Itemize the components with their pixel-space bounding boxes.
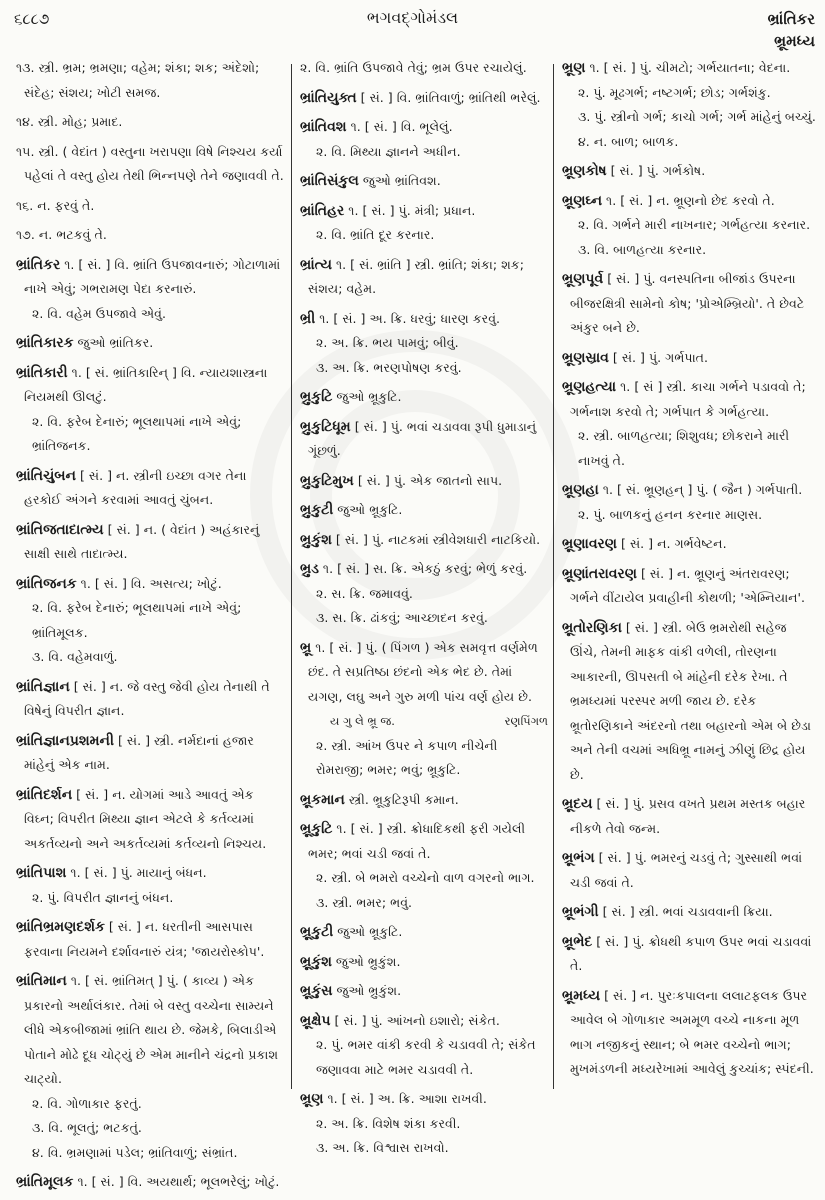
headword: ભ્રૂણ: [562, 60, 586, 76]
dictionary-entry: [16, 331, 284, 356]
entry-first-line: [16, 194, 284, 219]
definition-text: [ સં. ] ન. ધરતીની આસપાસ ફરવાના નિયમને દર્શાવનારું યંત્ર; 'જાયરોસ્કોપ'.: [24, 919, 265, 959]
sense-line: ૨. અ. ક્રિ. ભય પામવું; બીવું.: [316, 335, 459, 350]
sense-line: ૩. વિ. ભૂલતું; ભટકતું.: [32, 1120, 142, 1135]
headword: ભ્રૂણપૂર્વ: [562, 271, 604, 287]
headword: ભ્રાંતિપાશ: [16, 865, 67, 881]
sense-line: ૨. વિ. ફરેબ દેનારું; ભૂલથાપમાં નાખે એવું; ભ્રાંતિમૂલક.: [32, 600, 242, 640]
definition-text: ૧. [ સં. ભ્રૂણહન્ ] પું. ( જૈન ) ગર્ભપાતી.: [602, 482, 803, 497]
definition-text: [ સં. ] સ્ત્રી. ભવાં ચડાવવાની ક્રિયા.: [602, 904, 773, 919]
headword: ભ્રૂણઘ્ન: [562, 192, 603, 209]
dictionary-entry: [16, 110, 284, 135]
entry-first-line: [562, 930, 816, 979]
entry-first-line: [300, 385, 548, 410]
definition-text: ૧. [ સં. ] અ. ક્રિ. આશા રાખવી.: [327, 1091, 487, 1106]
dictionary-entry: [562, 846, 816, 895]
entry-first-line: [562, 846, 816, 895]
entry-first-line: [562, 189, 816, 214]
definition-text: ૧. [ સં. ] વિ. ભ્રાંતિ ઉપજાવનારું; ગોટાળામાં નાખે એવું; ગભરામણ પેદા કરનારું.: [24, 256, 281, 296]
headword: ભ્રાંતિભ્રમણદર્શક: [16, 919, 105, 935]
definition-text: ૨. વિ. ભ્રાંતિ ઉપજાવે તેવું; ભ્રમ ઉપર રચાયેલું.: [300, 60, 527, 75]
definition-text: જુઓ ભ્રુકુંશ.: [336, 983, 402, 998]
definition-text: ૧૪. સ્ત્રી. મોહ; પ્રમાદ.: [16, 114, 123, 129]
quotation: [308, 709, 548, 734]
quote-source: રણપિંગળ: [504, 714, 548, 728]
entry-first-line: [16, 729, 284, 778]
headword: ભ્રૂભેદ: [562, 933, 593, 950]
sense-line: ૨. અ. ક્રિ. વિશેષ શંકા કરવી.: [316, 1115, 461, 1131]
sense-line: ૨. વિ. ગોળાકાર ફરતું.: [32, 1095, 142, 1111]
entry-first-line: [16, 361, 284, 410]
definition-text: [ સં. ] પું. ગર્ભપાત.: [612, 349, 709, 365]
book-title: ભગવદ્ગોમંડલ: [366, 8, 459, 27]
headword: ભ્રૂભંગ: [562, 850, 595, 866]
entry-first-line: [300, 557, 548, 582]
dictionary-entry: [16, 572, 284, 670]
dictionary-entry: [16, 861, 284, 910]
dictionary-entry: [562, 930, 816, 979]
page-number: ૬૮૮૭: [14, 10, 50, 28]
entry-first-line: [562, 616, 816, 788]
headword: ભ્રૂકુંશ: [300, 953, 332, 970]
definition-text: [ સં. ] ન. યોગમાં આડે આવતું એક વિઘ્ન; વિપરીત મિથ્યા જ્ઞાન એટલે કે કર્તવ્યમાં અકર્તવ્યનો અને અકર્તવ્યમાં કર્તવ્યનો નિશ્ચય.: [24, 786, 267, 851]
definition-text: ૧. [ સં. ] પું. મંત્રી; પ્રધાન.: [348, 202, 476, 218]
sense-line: ૨. સ્ત્રી. બે ભમરો વચ્ચેનો વાળ વગરનો ભાગ.: [316, 870, 535, 885]
dictionary-entry: [300, 979, 548, 1004]
sense-line: ૪. વિ. ભ્રમણામાં પડેલ; ભ્રાંતિવાળું; સંભ્રાંત.: [32, 1144, 238, 1160]
headword: ભ્રાંતિચુંબન: [16, 467, 76, 484]
definition-text: જુઓ ભ્રુકુંશ.: [335, 953, 401, 969]
entry-first-line: [16, 1170, 284, 1195]
dictionary-entry: [300, 385, 548, 410]
entry-first-line: [300, 1009, 548, 1034]
dictionary-entry: [16, 915, 284, 964]
definition-text: [ સં. ] સ્ત્રી. બેઉ ભ્રમરોથી સહેજ ઊંચે, તેમની માફક વાંકી વળેલી, તોરણના આકારની, ઊપસતી બે માંહેની દરેક રેખા. તે ભ્રમધ્યમાં પરસ્પર મળી જાય છે. દરેક ભ્રૂતોરણિકાને અંદરનો તથા બહારનો એમ બે છેડા અને તેની વચમાં અધિભ્રૂ નામનું ઝીણું છિદ્ર હોય છે.: [570, 619, 811, 782]
entry-first-line: [300, 528, 548, 553]
definition-text: [ સં. ] ન. પુરઃકપાલના લલાટફલક ઉપર આવેલ બે ગોળાકાર અમમૂળ વચ્ચે નાકના મૂળ ભાગ નજીકનું સ્થાન; બે ભમર વચ્ચેનો ભાગ; મુખમંડળની મધ્યરેખામાં આવેલું કુચ્ચાંક; સ્પંદની.: [570, 987, 814, 1076]
dictionary-entry: [16, 56, 284, 105]
entry-first-line: [300, 498, 548, 523]
dictionary-entry: [300, 636, 548, 783]
sense-line: ૨. પું. મૂઢગર્ભ; નષ્ટગર્ભ; છોડ; ગર્ભશંકુ.: [578, 84, 771, 100]
definition-text: [ સં. ] વિ. ભ્રાંતિવાળું; ભ્રાંતિથી ભરેલું.: [360, 89, 541, 105]
sense-line: ૩. પું. સ્ત્રીનો ગર્ભ; કાચો ગર્ભ; ગર્ભ માંહેનું બચ્ચું.: [578, 109, 816, 124]
headword: ભ્રાંતિદર્શન: [16, 786, 73, 803]
headword: ભ્રાંતિસંકુલ: [300, 173, 359, 189]
dictionary-entry: [300, 1087, 548, 1161]
headword: ભ્રૂ: [300, 639, 312, 656]
headword: ભ્રાંતિમાન: [16, 973, 67, 989]
headword: ભ્રાંતિકારક: [16, 335, 74, 351]
headword: ભ્રૂણાવરણ: [562, 536, 618, 552]
entry-first-line: [300, 415, 548, 464]
definition-text: ૧. [ સં. ] સ્ત્રી. ક્રોધાદિકથી ફરી ગયેલી ભમર; ભવાં ચડી જવાં તે.: [308, 821, 526, 861]
definition-text: [ સં. ] પું. ગર્ભકોષ.: [610, 163, 706, 178]
definition-text: ૧૬. ન. ફરવું તે.: [16, 197, 95, 213]
definition-text: ૧૩. સ્ત્રી. ભ્રમ; ભ્રમણા; વહેમ; શંકા; શક; અંદેશો; સંદેહ; સંશય; ખોટી સમજ.: [16, 60, 260, 100]
entry-first-line: [300, 920, 548, 945]
sense-line: ૨. પું. બાળકનું હનન કરનાર માણસ.: [578, 506, 763, 522]
headword: ભ્રાંતિજ્ઞાનપ્રશમની: [16, 732, 114, 749]
headword: ભ્રૂકુટિ: [300, 821, 333, 837]
dictionary-entry: [562, 375, 816, 473]
entry-first-line: [300, 788, 548, 813]
definition-text: જુઓ ભ્રૂકુટિ.: [336, 389, 402, 404]
definition-text: ૧. [ સં. ] પું. ચીમટો; ગર્ભયાતના; વેદના.: [589, 60, 791, 75]
entry-first-line: [300, 56, 548, 81]
dictionary-entry: [16, 518, 284, 567]
dictionary-entry: [300, 415, 548, 464]
entry-first-line: [562, 159, 816, 184]
entry-first-line: [562, 984, 816, 1082]
entry-first-line: [16, 140, 284, 189]
sense-line: ૨. સ. ક્રિ. જમાવવું.: [316, 585, 413, 601]
dictionary-entry: [300, 788, 548, 813]
definition-text: ૧. [ સં. ] ન. ભ્રૂણનો છેદ કરવો તે.: [606, 192, 775, 208]
headword: ભ્રૂદય: [562, 796, 593, 812]
dictionary-entry: [300, 56, 548, 81]
sense-line: ૨. સ્ત્રી. બાળહત્યા; શિશુવધ; છોકરાને મારી નાખવું તે.: [578, 428, 790, 468]
dictionary-entry: [300, 199, 548, 248]
definition-text: ૧. [ સં. ] અ. ક્રિ. ધરવું; ધારણ કરવું.: [319, 310, 501, 326]
headword: ભ્રૂભંગી: [562, 904, 599, 920]
entry-first-line: [300, 950, 548, 975]
headword: ભ્રાંતિકર: [16, 256, 61, 273]
entry-first-line: [300, 169, 548, 194]
dictionary-entry: [562, 532, 816, 557]
dictionary-entry: [300, 115, 548, 164]
headword: ભ્રૂક્ષેપ: [300, 1012, 331, 1029]
headword: ભ્રુકુંશ: [300, 531, 332, 548]
headword: ભ્રુકુટિધૂમ: [300, 418, 351, 435]
definition-text: [ સં. ] પું. વનસ્પતિના બીજાંડ ઉપરના બીજરક્ષિત્રી સામેનો કોષ; 'પ્રોએમ્બ્રિયો'. તે છેવટે અંકુર બને છે.: [570, 271, 805, 335]
dictionary-entry: [300, 950, 548, 975]
quote-text: ય ગુ લે ભ્રૂ જ.: [330, 714, 395, 728]
headword: ભ્રુકુટી: [300, 502, 334, 518]
definition-text: ૧. [ સં. ] વિ. અયથાર્થ; ભૂલભરેલું; ખોટું.: [77, 1174, 280, 1189]
definition-text: સ્ત્રી. ભ્રૂકુટિરૂપી કમાન.: [348, 791, 459, 807]
headword: ભ્રૂણ: [300, 1091, 324, 1107]
definition-text: ૧૭. ન. ભટકવું તે.: [16, 227, 107, 242]
definition-text: [ સં. ] પું. ભવાં ચડાવવા રૂપી ધુમાડાનું ગૂંછળું.: [308, 418, 537, 458]
headword: ભ્રાંતિહર: [300, 202, 345, 219]
headword: ભ્રુડ: [300, 561, 319, 577]
headword: ભ્રૂકુટી: [300, 924, 334, 940]
headword: ભ્રાંતિજતાદાત્મ્ય: [16, 521, 104, 538]
guide-word-first: ભ્રાંતિકર: [767, 10, 815, 28]
entry-first-line: [300, 1087, 548, 1112]
entry-first-line: [300, 86, 548, 111]
column-divider: [553, 64, 554, 1089]
entry-first-line: [16, 331, 284, 356]
headword: ભ્રૂણહત્યા: [562, 379, 617, 395]
entry-first-line: [562, 478, 816, 503]
dictionary-entry: [16, 783, 284, 857]
entry-first-line: [562, 375, 816, 424]
definition-text: જુઓ ભ્રૂકુટિ.: [337, 924, 403, 939]
definition-text: ૧. [ સં. ] સ. ક્રિ. એકઠું કરવું; ભેળું કરવું.: [322, 561, 528, 576]
entry-first-line: [16, 110, 284, 135]
entry-first-line: [16, 572, 284, 597]
dictionary-entry: [16, 969, 284, 1165]
headword: ભ્રૂણહા: [562, 482, 599, 498]
headword: ભ્રૂણકોષ: [562, 163, 607, 179]
entry-first-line: [16, 464, 284, 513]
dictionary-entry: [300, 307, 548, 381]
column-2: [300, 56, 548, 1166]
definition-text: [ સં. ] સ્ત્રી. નર્મદાનાં હજાર માંહેનું એક નામ.: [24, 732, 254, 772]
sense-line: ૩. વિ. બાળહત્યા કરનાર.: [578, 241, 707, 257]
dictionary-entry: [300, 528, 548, 553]
dictionary-entry: [562, 478, 816, 527]
dictionary-entry: [562, 792, 816, 841]
definition-text: ૧. [ સં. ] વિ. અસત્ય; ખોટું.: [80, 575, 222, 591]
sense-line: ૨. પું. વિપરીત જ્ઞાનનું બંધન.: [32, 889, 174, 905]
entry-first-line: [562, 267, 816, 341]
definition-text: [ સં. ] ન. ગર્ભવેષ્ટન.: [621, 536, 727, 551]
sense-line: ૨. વિ. ફરેબ દેનારું; ભૂલથાપમાં નાખે એવું; ભ્રાંતિજનક.: [32, 413, 242, 453]
sense-line: ૨. સ્ત્રી. આંખ ઉપર ને કપાળ નીચેની રોમરાજી; ભમર; ભવું; ભ્રૂકુટિ.: [316, 737, 498, 777]
entry-first-line: [562, 346, 816, 371]
dictionary-entry: [300, 86, 548, 111]
entry-first-line: [16, 518, 284, 567]
entry-first-line: [562, 532, 816, 557]
dictionary-entry: [300, 557, 548, 631]
definition-text: [ સં. ] પું. ભમરનું ચડવું તે; ગુસ્સાથી ભવાં ચડી જવાં તે.: [570, 850, 803, 890]
definition-text: [ સં. ] ન. ( વેદાંત ) અહંકારનું સાક્ષી સાથે તાદાત્મ્ય.: [24, 521, 260, 561]
entry-first-line: [300, 253, 548, 302]
sense-line: ૩. અ. ક્રિ. વિશ્વાસ રાખવો.: [316, 1140, 449, 1155]
dictionary-entry: [16, 223, 284, 248]
entry-first-line: [300, 307, 548, 332]
dictionary-entry: [16, 464, 284, 513]
dictionary-entry: [562, 346, 816, 371]
sense-line: ૨. વિ. ગર્ભને મારી નાખનાર; ગર્ભહત્યા કરનાર.: [578, 217, 811, 232]
definition-text: [ સં. ] પું. નાટકમાં સ્ત્રીવેશધારી નાટકિયો.: [335, 531, 541, 547]
definition-text: જુઓ ભ્રાંતિવશ.: [362, 173, 441, 188]
headword: ભ્રાંતિકારી: [16, 364, 68, 381]
definition-text: ૧. [ સં. ] પું. ( પિંગળ ) એક સમવૃત્ત વર્ણમેળ છંદ. તે સપ્રતિષ્ઠા છંદનો એક ભેદ છે. તેમાં યગણ, લઘુ અને ગુરુ મળી પાંચ વર્ણ હોય છે.: [308, 639, 538, 704]
entry-first-line: [16, 223, 284, 248]
sense-line: ૨. વિ. મિથ્યા જ્ઞાનને અધીન.: [316, 143, 461, 159]
entry-first-line: [300, 979, 548, 1004]
entry-first-line: [300, 817, 548, 866]
sense-line: ૩. વિ. વહેમવાળું.: [32, 649, 118, 664]
dictionary-entry: [16, 361, 284, 459]
headword: ભ્રાંતિજ્ઞાન: [16, 678, 70, 695]
entry-first-line: [300, 115, 548, 140]
definition-text: ૧. [ સં. ભ્રાંતિમત્ ] પું. ( કાવ્ય ) એક પ્રકારનો અર્થાલંકાર. તેમાં બે વસ્તુ વચ્ચેના સામ્યને લીધે એકબીજામાં ભ્રાંતિ થાય છે. જેમકે, બિલાડીએ પોતાને મોઢે દૂધ ચોટ્યું છે એમ માનીને ચંદ્રનો પ્રકાશ ચાટ્યો.: [24, 973, 279, 1086]
entry-first-line: [562, 792, 816, 841]
headword: ભ્રૂણાંતરાવરણ: [562, 565, 637, 582]
sense-line: ૩. અ. ક્રિ. ભરણપોષણ કરવું.: [316, 359, 462, 375]
definition-text: જુઓ ભ્રૂકુટિ.: [337, 502, 403, 517]
dictionary-entry: [562, 616, 816, 788]
dictionary-entry: [16, 140, 284, 189]
headword: ભ્રાંત્ય: [300, 256, 332, 273]
headword: ભ્રાંતિજનક: [16, 575, 77, 592]
guide-words: [768, 8, 815, 52]
page-header: [0, 0, 825, 50]
headword: ભ્રૂણસ્રાવ: [562, 349, 609, 366]
definition-text: [ સં. ] ન. સ્ત્રીની ઇચ્છા વગર તેના હરકોઈ અંગને કરવામાં આવતું ચુંબન.: [24, 467, 247, 507]
dictionary-entry: [300, 1009, 548, 1083]
sense-line: ૩. સ. ક્રિ. ઢાંકવું; આચ્છાદન કરવું.: [316, 610, 488, 625]
dictionary-entry: [562, 189, 816, 263]
dictionary-entry: [16, 729, 284, 778]
entry-first-line: [562, 900, 816, 925]
headword: ભ્રુકુટિમુખ: [300, 472, 354, 489]
entry-first-line: [16, 675, 284, 724]
sense-line: ૨. વિ. વહેમ ઉપજાવે એવું.: [32, 305, 167, 321]
definition-text: [ સં. ] ન. ભ્રૂણનું અંતરાવરણ; ગર્ભને વીંટાયેલ પ્રવાહીની કોથળી; 'એમ્નિયાન'.: [570, 565, 806, 605]
definition-text: [ સં. ] પું. પ્રસવ વખતે પ્રથમ મસ્તક બહાર નીકળે તેવો જન્મ.: [570, 796, 806, 836]
entry-first-line: [562, 56, 816, 81]
definition-text: ૧. [ સં ] સ્ત્રી. કાચા ગર્ભને પડાવવો તે; ગર્ભનાશ કરવો તે; ગર્ભપાત કે ગર્ભહત્યા.: [570, 379, 806, 419]
entry-first-line: [16, 56, 284, 105]
headword: ભ્રાંતિમૂલક: [16, 1174, 74, 1190]
entry-first-line: [16, 915, 284, 964]
entry-first-line: [562, 562, 816, 611]
headword: ભ્રૂકમાન: [300, 791, 345, 808]
sense-line: ૩. સ્ત્રી. ભમર; ભવું.: [316, 894, 413, 910]
dictionary-entry: [300, 469, 548, 494]
definition-text: ૧. [ સં. ] પું. માયાનું બંધન.: [70, 865, 207, 880]
dictionary-entry: [562, 267, 816, 341]
definition-text: [ સં. ] પું. ક્રોધથી કપાળ ઉપર ભવાં ચડાવવાં તે.: [570, 933, 812, 973]
column-divider: [291, 64, 292, 1089]
sense-line: ૨. પું. ભમર વાંકી કરવી કે ચડાવવી તે; સંકેત જણાવવા માટે ભમર ચડાવવી તે.: [316, 1037, 536, 1077]
dictionary-entry: [16, 194, 284, 219]
entry-first-line: [300, 199, 548, 224]
dictionary-entry: [562, 56, 816, 154]
definition-text: ૧. [ સં. ભ્રાંતિકારિન્ ] વિ. ન્યાયશાસ્ત્રના નિયમથી ઊલટું.: [24, 364, 268, 404]
definition-text: [ સં. ] ન. જે વસ્તુ જેવી હોય તેનાથી તે વિષેનું વિપરીત જ્ઞાન.: [24, 678, 270, 718]
dictionary-entry: [300, 817, 548, 915]
definition-text: જુઓ ભ્રાંતિકર.: [77, 335, 154, 350]
column-1: [16, 56, 284, 1200]
column-3: [562, 56, 816, 1087]
entry-first-line: [16, 783, 284, 857]
headword: ભ્રૂતોરણિકા: [562, 619, 622, 636]
entry-first-line: [300, 636, 548, 710]
entry-first-line: [16, 969, 284, 1092]
headword: ભ્રુકુટિ: [300, 389, 333, 405]
dictionary-entry: [562, 900, 816, 925]
dictionary-entry: [16, 675, 284, 724]
dictionary-entry: [300, 169, 548, 194]
definition-text: [ સં. ] પું. આંખનો ઇશારો; સંકેત.: [334, 1012, 500, 1028]
headword: ભ્રાંતિવશ: [300, 119, 347, 135]
guide-word-last: ભ્રૂમધ્ય: [774, 32, 815, 50]
entry-first-line: [300, 469, 548, 494]
definition-text: ૧૫. સ્ત્રી. ( વેદાંત ) વસ્તુના ખરાપણા વિષે નિશ્ચય કર્યા પહેલાં તે વસ્તુ હોય તેથી ભિન્નપણે તેને જણાવવી તે.: [16, 143, 284, 183]
dictionary-entry: [300, 920, 548, 945]
entry-first-line: [16, 253, 284, 302]
dictionary-entry: [562, 159, 816, 184]
dictionary-entry: [300, 253, 548, 302]
dictionary-entry: [562, 562, 816, 611]
entry-first-line: [16, 861, 284, 886]
definition-text: ૧. [ સં. ] વિ. ભૂલેલું.: [350, 119, 453, 134]
dictionary-entry: [562, 984, 816, 1082]
dictionary-entry: [16, 253, 284, 327]
definition-text: ૧. [ સં. ભ્રાંતિ ] સ્ત્રી. ભ્રાંતિ; શંકા; શક; સંશય; વહેમ.: [308, 256, 524, 296]
dictionary-entry: [300, 498, 548, 523]
headword: ભ્રાંતિયુક્ત: [300, 89, 357, 106]
sense-line: ૪. ન. બાળ; બાળક.: [578, 133, 679, 149]
headword: ભ્રૂકુંસ: [300, 983, 333, 999]
definition-text: [ સં. ] પું. એક જાતનો સાપ.: [357, 472, 503, 488]
headword: ભ્રી: [300, 310, 316, 327]
headword: ભ્રૂમધ્ય: [562, 987, 601, 1004]
dictionary-entry: [16, 1170, 284, 1195]
sense-line: ૨. વિ. ભ્રાંતિ દૂર કરનાર.: [316, 227, 435, 242]
